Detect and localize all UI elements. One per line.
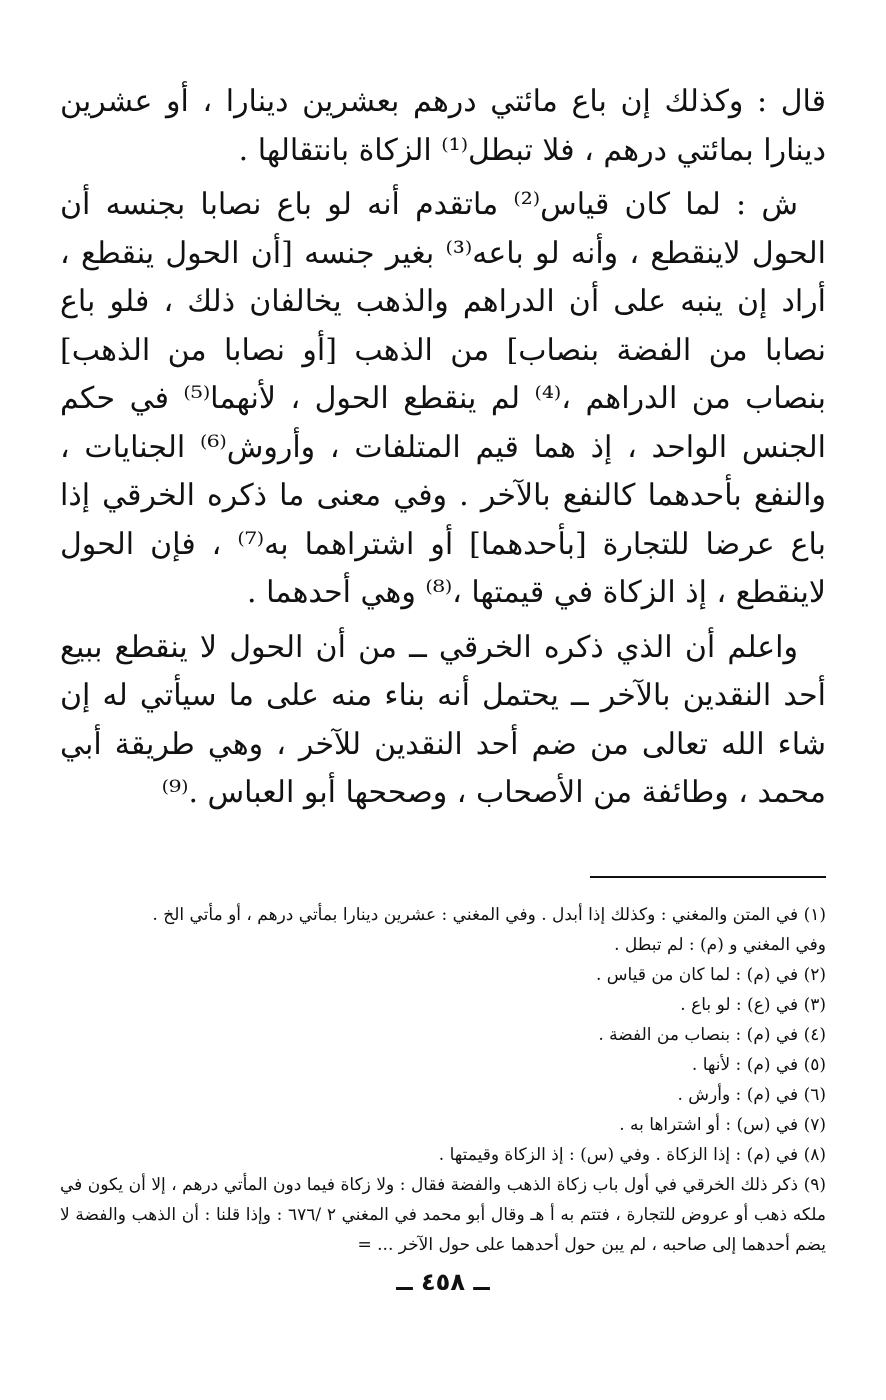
paragraph-2: ش : لما كان قياس⁽²⁾ ماتقدم أنه لو باع نصابا بجنسه أن الحول لاينقطع ، وأنه لو باعه⁽³⁾ بغير جنسه [أن الحول ينقطع ، أراد إن ينبه على أن الدراهم والذهب يخالفان ذلك ، فلو باع نصابا من الفضة بنصاب] من الذهب [أو نصابا من الذهب] بنصاب من الدراهم ،⁽⁴⁾ لم ينقطع الحول ، لأنهما⁽⁵⁾ في حكم الجنس الواحد ، إذ هما قيم المتلفات ، وأروش⁽⁶⁾ الجنايات ، والنفع بأحدهما كالنفع بالآخر . وفي معنى ما ذكره الخرقي إذا باع عرضا للتجارة [بأحدهما] أو اشتراهما به⁽⁷⁾ ، فإن الحول لاينقطع ، إذ الزكاة في قيمتها ،⁽⁸⁾ وهي أحدهما . xyxy=(60,187,827,610)
footnote-5: (٥) في (م) : لأنها . xyxy=(691,1054,826,1075)
footnote-7: (٧) في (س) : أو اشتراها به . xyxy=(619,1114,826,1135)
footnote-1: (١) في المتن والمغني : وكذلك إذا أبدل . وفي المغني : عشرين دينارا بمأتي درهم ، أو مأتي الخ . xyxy=(152,904,826,925)
footnotes xyxy=(60,900,826,1260)
footnote-6: (٦) في (م) : وأرش . xyxy=(677,1084,826,1105)
footnote-2: (٢) في (م) : لما كان من قياس . xyxy=(595,964,826,985)
footnote-9: (٩) ذكر ذلك الخرقي في أول باب زكاة الذهب والفضة فقال : ولا زكاة فيما دون المأتي درهم ، إلا أن يكون في ملكه ذهب أو عروض للتجارة ، فتتم به أ هـ وقال أبو محمد في المغني ٢ /٦٧٦ : وإذا قلنا : أن الذهب والفضة لا يضم أحدهما إلى صاحبه ، لم يبن حول أحدهما على حول الآخر ... = xyxy=(60,1174,826,1255)
footnote-1-continued: وفي المغني و (م) : لم تبطل . xyxy=(614,934,826,955)
footnote-8: (٨) في (م) : إذا الزكاة . وفي (س) : إذ الزكاة وقيمتها . xyxy=(438,1144,826,1165)
paragraph-3: واعلم أن الذي ذكره الخرقي ــ من أن الحول لا ينقطع ببيع أحد النقدين بالآخر ــ يحتمل أنه بناء منه على ما سيأتي له إن شاء الله تعالى من ضم أحد النقدين للآخر ، وهي طريقة أبي محمد ، وطائفة من الأصحاب ، وصححها أبو العباس .⁽⁹⁾ xyxy=(60,629,826,810)
paragraph-1: قال : وكذلك إن باع مائتي درهم بعشرين دينارا ، أو عشرين دينارا بمائتي درهم ، فلا تبطل⁽¹⁾ الزكاة بانتقالها . xyxy=(60,84,826,168)
page-number: ــ ٤٥٨ ــ xyxy=(396,1268,490,1296)
footnote-3: (٣) في (ع) : لو باع . xyxy=(680,994,826,1015)
footnote-separator xyxy=(590,876,826,878)
page-body xyxy=(60,78,826,1260)
main-text xyxy=(60,78,826,818)
footnote-4: (٤) في (م) : بنصاب من الفضة . xyxy=(598,1024,826,1045)
